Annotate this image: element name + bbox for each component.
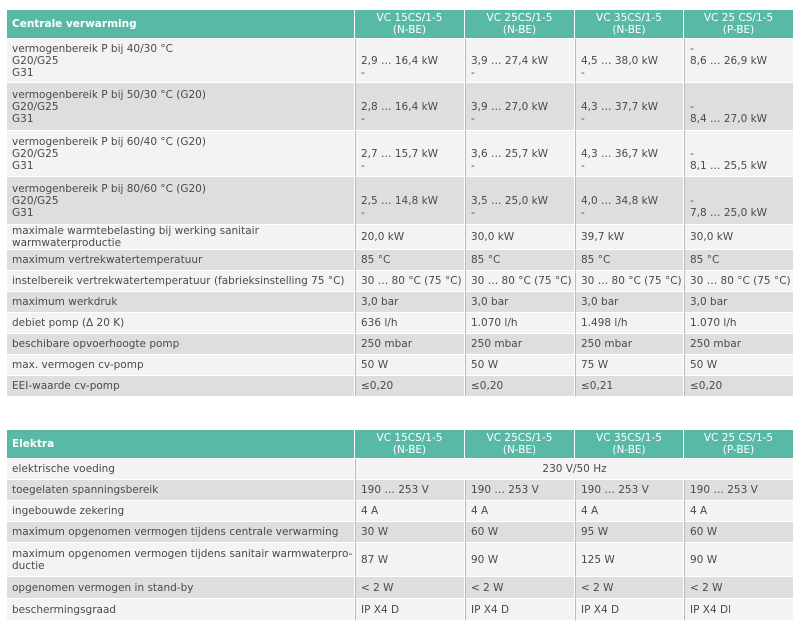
column-header: VC 25CS/1-5 (N-BE): [465, 10, 575, 39]
cell-value: 30 … 80 °C (75 °C): [465, 271, 575, 292]
cell-value: 190 … 253 V: [465, 480, 575, 501]
row-label: vermogenbereik P bij 40/30 °C G20/G25 G31: [7, 39, 355, 83]
cell-value: ≤0,20: [355, 376, 465, 397]
cell-value: 4,3 … 37,7 kW -: [575, 83, 684, 131]
cell-value: 50 W: [355, 355, 465, 376]
cell-value: IP X4 D: [355, 599, 465, 621]
column-header: VC 35CS/1-5 (N-BE): [575, 430, 684, 459]
cell-value: IP X4 D: [465, 599, 575, 621]
cell-value: 50 W: [684, 355, 793, 376]
row-label: maximale warmtebelasting bij werking sanitair warmwaterproductie: [7, 225, 355, 250]
cell-value: 3,0 bar: [465, 292, 575, 313]
row-label: ingebouwde zekering: [7, 501, 355, 522]
table-header-row: [7, 10, 793, 39]
table-row: [7, 39, 793, 83]
cell-value: - 7,8 … 25,0 kW: [684, 177, 793, 225]
cell-value: 90 W: [684, 543, 793, 577]
cell-value: 1.070 l/h: [684, 313, 793, 334]
cell-value: 75 W: [575, 355, 684, 376]
cell-value: 1.498 l/h: [575, 313, 684, 334]
column-header: VC 25 CS/1-5 (P-BE): [684, 10, 793, 39]
cell-value: 3,0 bar: [684, 292, 793, 313]
cell-value: 60 W: [684, 522, 793, 543]
column-header: VC 25CS/1-5 (N-BE): [465, 430, 575, 459]
cell-value: 30 W: [355, 522, 465, 543]
cell-value: IP X4 D: [575, 599, 684, 621]
cell-value: IP X4 Dl: [684, 599, 793, 621]
table-row: [7, 131, 793, 177]
cell-value: 85 °C: [684, 250, 793, 271]
cell-value: 250 mbar: [355, 334, 465, 355]
cell-value: 85 °C: [355, 250, 465, 271]
column-header: VC 35CS/1-5 (N-BE): [575, 10, 684, 39]
row-label: maximum vertrekwatertemperatuur: [7, 250, 355, 271]
table-row: [7, 177, 793, 225]
cell-value: 3,0 bar: [575, 292, 684, 313]
cell-value: 90 W: [465, 543, 575, 577]
table-row: [7, 376, 793, 397]
cell-value: 2,5 … 14,8 kW -: [355, 177, 465, 225]
cell-value: 250 mbar: [684, 334, 793, 355]
cell-value: 30,0 kW: [465, 225, 575, 250]
row-label: vermogenbereik P bij 60/40 °C (G20) G20/G25 G31: [7, 131, 355, 177]
cell-value: 4 A: [575, 501, 684, 522]
section-title: Centrale verwarming: [7, 10, 355, 39]
cell-value: 30 … 80 °C (75 °C): [355, 271, 465, 292]
row-label: beschibare opvoerhoogte pomp: [7, 334, 355, 355]
cell-value: 30,0 kW: [684, 225, 793, 250]
cell-value: - 8,4 … 27,0 kW: [684, 83, 793, 131]
table-row: [7, 292, 793, 313]
cell-value: - 8,1 … 25,5 kW: [684, 131, 793, 177]
row-label: EEI-waarde cv-pomp: [7, 376, 355, 397]
row-label: maximum opgenomen vermogen tijdens centrale verwarming: [7, 522, 355, 543]
elektra-table: [7, 430, 793, 621]
cell-value: 85 °C: [465, 250, 575, 271]
table-row: [7, 577, 793, 599]
cell-value: 2,9 … 16,4 kW -: [355, 39, 465, 83]
cell-value: 4 A: [684, 501, 793, 522]
cell-value: 87 W: [355, 543, 465, 577]
column-header: VC 25 CS/1-5 (P-BE): [684, 430, 793, 459]
cell-value: 3,5 … 25,0 kW -: [465, 177, 575, 225]
table-header-row: [7, 430, 793, 459]
table-row: [7, 599, 793, 621]
cell-value: 30 … 80 °C (75 °C): [575, 271, 684, 292]
cell-value: 4,5 … 38,0 kW -: [575, 39, 684, 83]
table-row: [7, 480, 793, 501]
cell-value: 50 W: [465, 355, 575, 376]
cell-value: 4 A: [355, 501, 465, 522]
row-label: elektrische voeding: [7, 459, 355, 480]
cell-value: 4,3 … 36,7 kW -: [575, 131, 684, 177]
cell-value: 3,9 … 27,0 kW -: [465, 83, 575, 131]
cell-value: ≤0,20: [465, 376, 575, 397]
cell-value: < 2 W: [465, 577, 575, 599]
table-row: [7, 355, 793, 376]
section-title: Elektra: [7, 430, 355, 459]
cell-value: < 2 W: [355, 577, 465, 599]
row-label: maximum werkdruk: [7, 292, 355, 313]
table-row: [7, 522, 793, 543]
cell-value: 250 mbar: [575, 334, 684, 355]
row-label: vermogenbereik P bij 50/30 °C (G20) G20/G25 G31: [7, 83, 355, 131]
cell-value: 125 W: [575, 543, 684, 577]
cell-value: 3,0 bar: [355, 292, 465, 313]
cell-value: 190 … 253 V: [355, 480, 465, 501]
cell-value: 60 W: [465, 522, 575, 543]
row-label: vermogenbereik P bij 80/60 °C (G20) G20/G25 G31: [7, 177, 355, 225]
table-row: [7, 543, 793, 577]
cell-value: 4 A: [465, 501, 575, 522]
cell-value: 3,6 … 25,7 kW -: [465, 131, 575, 177]
cell-value: 20,0 kW: [355, 225, 465, 250]
cell-value: 190 … 253 V: [575, 480, 684, 501]
row-label: debiet pomp (Δ 20 K): [7, 313, 355, 334]
row-label: toegelaten spanningsbereik: [7, 480, 355, 501]
table-row: [7, 250, 793, 271]
row-label: instelbereik vertrekwatertemperatuur (fabrieksinstelling 75 °C): [7, 271, 355, 292]
row-label: beschermingsgraad: [7, 599, 355, 621]
table-row: [7, 225, 793, 250]
cell-value: < 2 W: [575, 577, 684, 599]
cell-value: 2,7 … 15,7 kW -: [355, 131, 465, 177]
cell-value: 30 … 80 °C (75 °C): [684, 271, 793, 292]
cell-value: 636 l/h: [355, 313, 465, 334]
cell-value: < 2 W: [684, 577, 793, 599]
row-label: max. vermogen cv-pomp: [7, 355, 355, 376]
row-label: maximum opgenomen vermogen tijdens sanitair warmwaterpro- ductie: [7, 543, 355, 577]
cell-value: ≤0,20: [684, 376, 793, 397]
table-row: [7, 459, 793, 480]
cell-value: 230 V/50 Hz: [355, 459, 793, 480]
table-row: [7, 313, 793, 334]
column-header: VC 15CS/1-5 (N-BE): [355, 430, 465, 459]
row-label: opgenomen vermogen in stand-by: [7, 577, 355, 599]
cell-value: 3,9 … 27,4 kW -: [465, 39, 575, 83]
cell-value: 85 °C: [575, 250, 684, 271]
cell-value: 250 mbar: [465, 334, 575, 355]
cell-value: 1.070 l/h: [465, 313, 575, 334]
centrale-verwarming-table: [7, 10, 793, 397]
table-row: [7, 271, 793, 292]
table-row: [7, 334, 793, 355]
cell-value: 2,8 … 16,4 kW -: [355, 83, 465, 131]
table-row: [7, 83, 793, 131]
column-header: VC 15CS/1-5 (N-BE): [355, 10, 465, 39]
table-row: [7, 501, 793, 522]
cell-value: 190 … 253 V: [684, 480, 793, 501]
cell-value: ≤0,21: [575, 376, 684, 397]
cell-value: 95 W: [575, 522, 684, 543]
cell-value: - 8,6 … 26,9 kW: [684, 39, 793, 83]
cell-value: 4,0 … 34,8 kW -: [575, 177, 684, 225]
cell-value: 39,7 kW: [575, 225, 684, 250]
